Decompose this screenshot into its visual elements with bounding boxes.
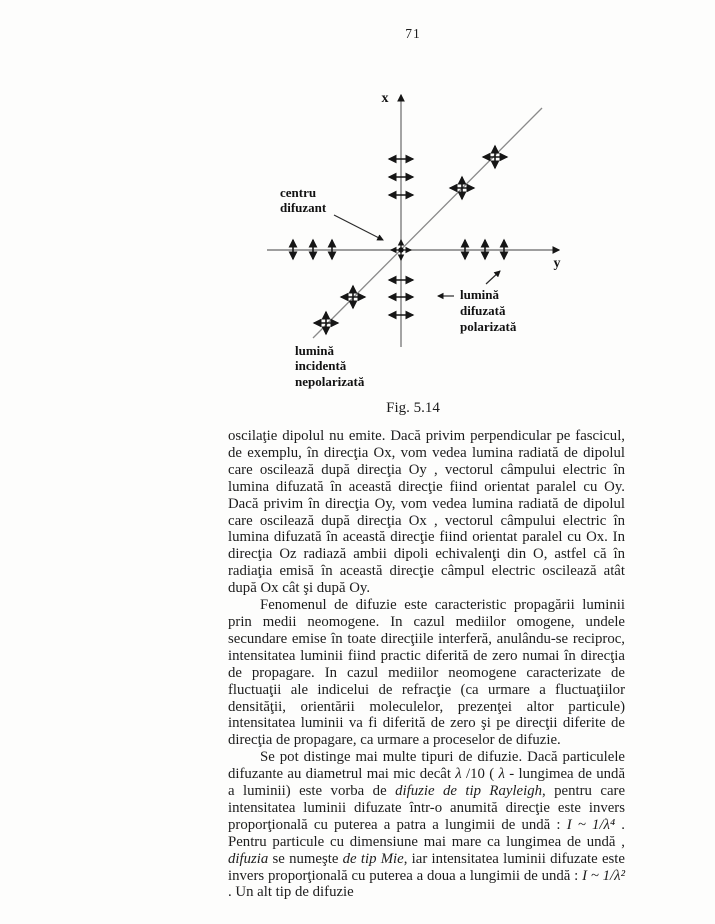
axis-label-y: y [553,256,561,271]
svg-text:lumină: lumină [460,287,500,302]
axis-label-x: x [381,91,389,106]
lambda-symbol: λ [498,766,505,783]
lambda-symbol: λ [455,766,462,783]
svg-text:centru: centru [280,185,317,200]
propagation-direction-line [313,108,542,338]
scattered-light-ne-arrow [486,271,500,284]
diffusion-term: difuzia [228,850,269,867]
rayleigh-formula: I ~ 1/λ⁴ [566,816,616,833]
paragraph-oscillation: oscilaţie dipolul nu emite. Dacă privim perpendicular pe fascicul, de exemplu, în direcţia Ox, vom vedea lumina radiată de dipolul care oscilează după direcţia Oy , vectorul câmpului electric în lumina difuzată în această direcţie fiind orientat paralel cu Oy. Dacă privim în direcţia Oy, vom vedea lumina radiată de dipolul care oscilează după direcţia Ox , vectorul câmpului electric în lumina difuzată în această direcţie fiind orientat paralel cu Ox. In direcţia Oz radiază ambii dipoli echivalenţi din O, astfel că în radiaţia emisă în această direcţie câmpul electric oscilează atât după Ox cât şi după Oy. [228,428,625,597]
text-run: Se pot distinge mai multe tipuri de difuzie. Dacă particulele difuzante au diametrul mai mic decât [228,749,625,783]
figure-caption: Fig. 5.14 [386,400,440,416]
scattering-diagram [230,85,566,397]
text-run: /10 ( [461,766,499,783]
text-run: . Pentru particule cu dimensiune mai mare ca lungimea de undă , [228,816,625,850]
body-text [228,428,625,901]
scattered-light-label [460,287,517,334]
origin-dot [398,247,403,252]
text-run: - lungimea de undă a luminii) este vorba de [228,766,626,800]
paragraph-diffusion-types [228,749,625,901]
rayleigh-term: difuzie de tip Rayleigh [395,783,543,800]
text-run: , iar intensitatea luminii difuzate este invers proporţională cu puterea a doua a lungimii de undă : [228,850,625,884]
mie-formula: I ~ 1/λ² [582,867,626,884]
svg-text:lumină: lumină [295,343,335,358]
page-number: 71 [405,26,421,41]
unpolarized-cross-upper-1 [483,146,507,168]
text-run: , pentru care intensitatea luminii difuzate într-o anumită direcţie este invers proporţională cu puterea a patra a lungimii de undă : [228,783,626,833]
svg-text:nepolarizată: nepolarizată [295,374,365,389]
svg-text:polarizată: polarizată [460,319,517,334]
scattering-center-label [280,185,327,215]
figure-5-14 [230,85,566,397]
mie-term: de tip Mie [342,850,404,867]
text-run: . Un alt tip de difuzie [228,884,354,901]
center-annotation-arrow [334,215,383,240]
svg-text:difuzant: difuzant [280,200,327,215]
text-run: se numeşte [268,850,343,867]
unpolarized-cross-lower-2 [314,312,338,334]
svg-text:difuzată: difuzată [460,303,506,318]
incident-light-label [295,343,365,389]
paragraph-diffusion-phenomenon: Fenomenul de difuzie este caracteristic propagării luminii prin medii neomogene. In cazul mediilor omogene, undele secundare emise în toate direcţiile interferă, anulându-se reciproc, intensitatea luminii fiind practic diferită de zero numai în direcţia de propagare. In cazul mediilor neomogene caracterizate de fluctuaţii ale indicelui de refracţie (ca urmare a fluctuaţiilor densităţii, orientării moleculelor, prezenţei altor particule) intensitatea luminii va fi diferită de zero şi pe direcţii diferite de direcţia de propagare, ca urmare a proceselor de difuzie. [228,597,625,749]
svg-text:incidentă: incidentă [295,358,347,373]
